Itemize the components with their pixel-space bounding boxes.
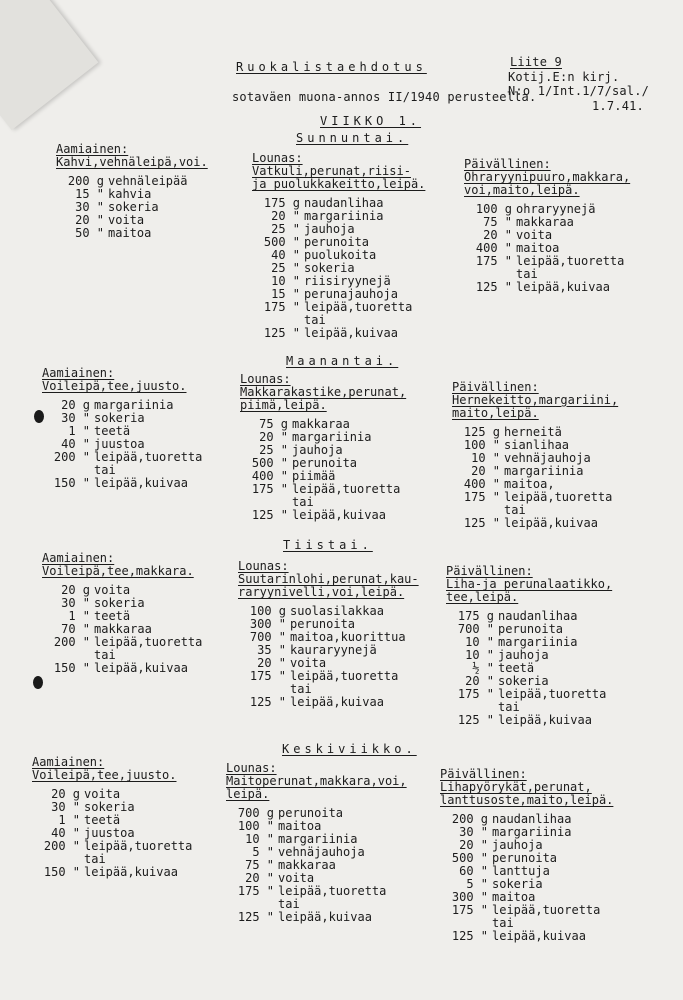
ingredient-amount: 25 " — [271, 222, 300, 236]
document-title: Ruokalistaehdotus — [236, 60, 427, 74]
ingredient-row — [226, 911, 407, 924]
ingredient-amount: 40 " — [51, 826, 80, 840]
ingredient-amount: 125 " — [249, 695, 286, 709]
ingredient-name: jauhoja — [492, 838, 543, 852]
meal-monday-lounas — [240, 373, 406, 522]
ingredient-name: jauhoja — [292, 443, 343, 457]
ingredient-name: makkaraa — [278, 858, 336, 872]
ingredient-amount: 70 " — [61, 622, 90, 636]
ingredient-amount: 300 " — [451, 890, 488, 904]
ingredient-amount: 175 g — [263, 196, 300, 210]
meal-heading: Lounas: — [252, 151, 303, 165]
meal-heading: Lounas: — [240, 372, 291, 386]
meal-tuesday-paivallinen — [446, 565, 612, 727]
ingredient-name: tai — [292, 495, 314, 509]
meal-dish-line: piimä,leipä. — [240, 398, 327, 412]
ingredient-name: vehnäjauhoja — [278, 845, 365, 859]
ingredient-name: makkaraa — [292, 417, 350, 431]
ingredient-name: teetä — [94, 609, 131, 623]
ingredient-amount: 30 " — [51, 800, 80, 814]
ingredient-name: leipää,tuoretta — [498, 687, 607, 701]
ingredient-name: sokeria — [498, 674, 549, 688]
ingredient-amount: 200 " — [53, 635, 90, 649]
ingredient-amount: 75 " — [245, 858, 274, 872]
ingredient-name: tai — [94, 648, 116, 662]
ingredient-name: makkaraa — [94, 622, 152, 636]
ingredient-amount: 20 " — [245, 871, 274, 885]
ingredient-amount: 20 " — [257, 656, 286, 670]
ingredient-name: kahvia — [108, 187, 152, 201]
meal-dish-line: Voileipä,tee,juusto. — [42, 379, 187, 393]
ingredient-amount: 20 g — [51, 787, 80, 801]
ingredient-name: jauhoja — [304, 222, 355, 236]
meal-dish-line: tee,leipä. — [446, 590, 519, 604]
ingredient-name: leipää,tuoretta — [292, 482, 401, 496]
ingredient-name: naudanlihaa — [498, 609, 578, 623]
ingredient-amount: 20 " — [259, 430, 288, 444]
ingredient-name: suolasilakkaa — [290, 604, 384, 618]
ingredient-name: voita — [278, 871, 315, 885]
ingredient-name: perunoita — [290, 617, 356, 631]
meal-sunday-paivallinen — [464, 158, 630, 294]
ingredient-amount: 20 " — [471, 464, 500, 478]
meal-dish-line: Kahvi,vehnäleipä,voi. — [56, 155, 208, 169]
ingredient-row — [240, 509, 406, 522]
meal-wednesday-lounas — [226, 762, 407, 924]
ingredient-row — [440, 930, 613, 943]
ingredient-row — [252, 301, 425, 314]
ingredient-amount: 100 g — [249, 604, 286, 618]
ingredient-amount: 400 " — [463, 477, 500, 491]
ingredient-name: lanttuja — [492, 864, 550, 878]
ingredient-name: tai — [84, 852, 106, 866]
ingredient-amount: 500 " — [251, 456, 288, 470]
ref-kotij: Kotij.E:n kirj. — [508, 70, 620, 84]
ingredient-name: teetä — [94, 424, 131, 438]
day-heading-monday: Maanantai. — [286, 354, 399, 368]
day-heading-wednesday: Keskiviikko. — [282, 742, 417, 756]
ingredient-amount: 25 " — [271, 261, 300, 275]
ingredient-amount: 100 " — [237, 819, 274, 833]
ingredient-amount: 10 " — [245, 832, 274, 846]
ingredient-amount: 25 " — [259, 443, 288, 457]
ingredient-amount: 15 " — [75, 187, 104, 201]
ingredient-amount: 125 " — [451, 929, 488, 943]
ingredient-name: leipää,kuivaa — [278, 910, 372, 924]
ingredient-amount: 10 " — [471, 451, 500, 465]
meal-dish-line: Voileipä,tee,makkara. — [42, 564, 194, 578]
ingredient-name: margariinia — [504, 464, 584, 478]
ingredient-row — [42, 477, 202, 490]
ingredient-name: leipää,kuivaa — [504, 516, 598, 530]
ingredient-amount: 30 " — [61, 411, 90, 425]
ingredient-amount: 100 " — [463, 438, 500, 452]
meal-dish-line: Suutarinlohi,perunat,kau- — [238, 572, 419, 586]
ingredient-name: perunoita — [498, 622, 564, 636]
ingredient-name: puolukoita — [304, 248, 377, 262]
ingredient-amount: 10 " — [465, 648, 494, 662]
ingredient-row — [238, 696, 419, 709]
ingredient-name: leipää,tuoretta — [504, 490, 613, 504]
ingredient-name: perunoita — [292, 456, 358, 470]
ingredient-name: voita — [516, 228, 553, 242]
ingredient-amount: 175 " — [463, 490, 500, 504]
meal-dish-line: Maitoperunat,makkara,voi, — [226, 774, 407, 788]
ingredient-name: teetä — [498, 661, 535, 675]
meal-dish-line: voi,maito,leipä. — [464, 183, 580, 197]
ingredient-name: maitoa — [278, 819, 322, 833]
meal-dish-line: raryynivelli,voi,leipä. — [238, 585, 405, 599]
punch-hole — [33, 676, 43, 689]
ingredient-name: margariinia — [94, 398, 174, 412]
ingredient-name: leipää,tuoretta — [278, 884, 387, 898]
ingredient-name: voita — [94, 583, 131, 597]
ingredient-amount: 125 " — [237, 910, 274, 924]
ingredient-amount: 100 g — [475, 202, 512, 216]
ingredient-amount: 200 g — [67, 174, 104, 188]
ingredient-name: leipää,kuivaa — [84, 865, 178, 879]
ingredient-amount: 20 " — [459, 838, 488, 852]
ingredient-name: leipää,kuivaa — [492, 929, 586, 943]
ingredient-name: ohraryynejä — [516, 202, 596, 216]
ingredient-amount: 5 " — [252, 845, 274, 859]
ingredient-name: naudanlihaa — [492, 812, 572, 826]
ingredient-name: tai — [290, 682, 312, 696]
ingredient-amount: 50 " — [75, 226, 104, 240]
meal-heading: Päivällinen: — [440, 767, 527, 781]
ingredient-name: tai — [492, 916, 514, 930]
ingredient-amount: 40 " — [61, 437, 90, 451]
ingredient-name: tai — [498, 700, 520, 714]
ingredient-name: leipää,tuoretta — [94, 635, 203, 649]
ingredient-amount: 30 " — [61, 596, 90, 610]
meal-heading: Lounas: — [226, 761, 277, 775]
ingredient-amount: 10 " — [465, 635, 494, 649]
ingredient-amount: 125 " — [463, 516, 500, 530]
ingredient-name: piimää — [292, 469, 336, 483]
ingredient-name: leipää,tuoretta — [290, 669, 399, 683]
ingredient-name: tai — [504, 503, 526, 517]
document-subtitle: sotaväen muona-annos II/1940 perusteella. — [232, 90, 537, 104]
ingredient-name: leipää,kuivaa — [292, 508, 386, 522]
ingredient-amount: 20 " — [75, 213, 104, 227]
ingredient-name: teetä — [84, 813, 121, 827]
ingredient-name: maitoa — [516, 241, 560, 255]
meal-heading: Lounas: — [238, 559, 289, 573]
ingredient-name: leipää,kuivaa — [290, 695, 384, 709]
week-heading: VIIKKO 1. — [320, 114, 422, 128]
day-heading-tuesday: Tiistai. — [283, 538, 373, 552]
ingredient-amount: 400 " — [475, 241, 512, 255]
ingredient-name: perunajauhoja — [304, 287, 398, 301]
meal-monday-paivallinen — [452, 381, 618, 530]
ingredient-name: juustoa — [94, 437, 145, 451]
ingredient-name: sokeria — [108, 200, 159, 214]
meal-tuesday-aamiainen — [42, 552, 202, 675]
ingredient-name: margariinia — [278, 832, 358, 846]
ingredient-amount: 200 g — [451, 812, 488, 826]
ingredient-name: makkaraa — [516, 215, 574, 229]
ingredient-name: leipää,tuoretta — [492, 903, 601, 917]
ingredient-amount: 60 " — [459, 864, 488, 878]
ingredient-name: naudanlihaa — [304, 196, 384, 210]
meal-heading: Päivällinen: — [452, 380, 539, 394]
ingredient-name: maitoa, — [504, 477, 555, 491]
ingredient-amount: 20 g — [61, 398, 90, 412]
ingredient-amount: 175 g — [457, 609, 494, 623]
ingredient-row — [452, 491, 618, 504]
ingredient-row — [446, 714, 612, 727]
ingredient-amount: 125 " — [457, 713, 494, 727]
ingredient-row — [32, 840, 192, 853]
ingredient-name: sokeria — [94, 411, 145, 425]
ingredient-name: leipää,tuoretta — [304, 300, 413, 314]
meal-dish-line: lanttusoste,maito,leipä. — [440, 793, 614, 807]
ingredient-amount: ½ " — [472, 661, 494, 675]
ingredient-name: leipää,tuoretta — [94, 450, 203, 464]
ingredient-amount: 300 " — [249, 617, 286, 631]
ingredient-amount: 30 " — [459, 825, 488, 839]
ingredient-amount: 125 " — [475, 280, 512, 294]
ingredient-amount: 700 " — [249, 630, 286, 644]
ingredient-name: sianlihaa — [504, 438, 570, 452]
ingredient-amount: 1 " — [58, 813, 80, 827]
ingredient-row — [56, 227, 208, 240]
meal-dish-line: Makkarakastike,perunat, — [240, 385, 407, 399]
meal-dish-line: ja puolukkakeitto,leipä. — [252, 177, 426, 191]
ingredient-name: leipää,kuivaa — [94, 476, 188, 490]
meal-heading: Aamiainen: — [42, 366, 115, 380]
ingredient-amount: 20 " — [483, 228, 512, 242]
ingredient-amount: 200 " — [43, 839, 80, 853]
ingredient-amount: 175 " — [457, 687, 494, 701]
ingredient-name: leipää,kuivaa — [304, 326, 398, 340]
ingredient-row — [464, 281, 630, 294]
ingredient-amount: 125 " — [251, 508, 288, 522]
ingredient-amount: 35 " — [257, 643, 286, 657]
ingredient-amount: 40 " — [271, 248, 300, 262]
meal-monday-aamiainen — [42, 367, 202, 490]
ingredient-amount: 175 " — [451, 903, 488, 917]
ingredient-amount: 200 " — [53, 450, 90, 464]
ingredient-amount: 20 g — [61, 583, 90, 597]
ingredient-name: herneitä — [504, 425, 562, 439]
meal-dish-line: Vatkuli,perunat,riisi- — [252, 164, 411, 178]
ingredient-amount: 125 g — [463, 425, 500, 439]
ingredient-name: perunoita — [304, 235, 370, 249]
ingredient-name: vehnäjauhoja — [504, 451, 591, 465]
ingredient-name: tai — [304, 313, 326, 327]
ingredient-amount: 20 " — [271, 209, 300, 223]
ingredient-name: riisiryynejä — [304, 274, 391, 288]
ingredient-name: leipää,kuivaa — [498, 713, 592, 727]
punch-hole — [34, 410, 44, 423]
ingredient-row — [464, 255, 630, 268]
ingredient-amount: 1 " — [68, 424, 90, 438]
meal-dish-line: Liha-ja perunalaatikko, — [446, 577, 613, 591]
ingredient-amount: 75 " — [483, 215, 512, 229]
ingredient-name: margariinia — [498, 635, 578, 649]
ingredient-row — [32, 866, 192, 879]
ingredient-amount: 175 " — [237, 884, 274, 898]
ref-liite: Liite 9 — [510, 55, 562, 69]
ingredient-amount: 30 " — [75, 200, 104, 214]
ingredient-name: vehnäleipää — [108, 174, 188, 188]
ingredient-name: margariinia — [304, 209, 384, 223]
ingredient-row — [440, 904, 613, 917]
ingredient-amount: 20 " — [465, 674, 494, 688]
ingredient-name: perunoita — [492, 851, 558, 865]
ingredient-amount: 5 " — [466, 877, 488, 891]
ingredient-name: sokeria — [304, 261, 355, 275]
ingredient-name: maitoa,kuorittua — [290, 630, 406, 644]
ingredient-name: sokeria — [94, 596, 145, 610]
ingredient-amount: 175 " — [251, 482, 288, 496]
ingredient-name: leipää,kuivaa — [94, 661, 188, 675]
ingredient-amount: 10 " — [271, 274, 300, 288]
meal-heading: Päivällinen: — [446, 564, 533, 578]
meal-dish-line: maito,leipä. — [452, 406, 539, 420]
day-heading-sunday: Sunnuntai. — [296, 131, 409, 145]
ingredient-amount: 175 " — [263, 300, 300, 314]
ingredient-row — [42, 636, 202, 649]
ingredient-amount: 150 " — [53, 661, 90, 675]
meal-heading: Päivällinen: — [464, 157, 551, 171]
ingredient-row — [226, 885, 407, 898]
ingredient-amount: 500 " — [263, 235, 300, 249]
ingredient-amount: 75 g — [259, 417, 288, 431]
ingredient-name: margariinia — [292, 430, 372, 444]
ingredient-amount: 150 " — [43, 865, 80, 879]
ingredient-name: sokeria — [84, 800, 135, 814]
ingredient-amount: 15 " — [271, 287, 300, 301]
ingredient-amount: 700 g — [237, 806, 274, 820]
meal-dish-line: leipä. — [226, 787, 270, 801]
ingredient-name: leipää,kuivaa — [516, 280, 610, 294]
meal-heading: Aamiainen: — [42, 551, 115, 565]
ingredient-amount: 150 " — [53, 476, 90, 490]
ingredient-row — [42, 451, 202, 464]
ingredient-name: maitoa — [492, 890, 536, 904]
ingredient-row — [446, 688, 612, 701]
meal-heading: Aamiainen: — [56, 142, 129, 156]
meal-sunday-aamiainen — [56, 143, 208, 240]
ref-date: 1.7.41. — [592, 99, 644, 113]
ingredient-name: tai — [278, 897, 300, 911]
meal-dish-line: Ohraryynipuuro,makkara, — [464, 170, 631, 184]
ingredient-name: voita — [84, 787, 121, 801]
ingredient-row — [238, 670, 419, 683]
ingredient-name: juustoa — [84, 826, 135, 840]
ingredient-row — [452, 517, 618, 530]
ingredient-name: jauhoja — [498, 648, 549, 662]
meal-dish-line: Hernekeitto,margariini, — [452, 393, 619, 407]
ingredient-row — [252, 327, 425, 340]
ingredient-amount: 400 " — [251, 469, 288, 483]
ingredient-amount: 175 " — [475, 254, 512, 268]
ingredient-amount: 175 " — [249, 669, 286, 683]
ingredient-amount: 700 " — [457, 622, 494, 636]
ingredient-name: margariinia — [492, 825, 572, 839]
ingredient-name: sokeria — [492, 877, 543, 891]
ingredient-name: leipää,tuoretta — [84, 839, 193, 853]
ingredient-row — [42, 662, 202, 675]
ingredient-name: leipää,tuoretta — [516, 254, 625, 268]
meal-heading: Aamiainen: — [32, 755, 105, 769]
ingredient-name: tai — [516, 267, 538, 281]
meal-sunday-lounas — [252, 152, 425, 340]
ingredient-amount: 1 " — [68, 609, 90, 623]
ingredient-name: kauraryynejä — [290, 643, 377, 657]
meal-dish-line: Voileipä,tee,juusto. — [32, 768, 177, 782]
meal-wednesday-aamiainen — [32, 756, 192, 879]
ingredient-amount: 125 " — [263, 326, 300, 340]
ingredient-name: maitoa — [108, 226, 152, 240]
ingredient-amount: 500 " — [451, 851, 488, 865]
meal-dish-line: Lihapyörykät,perunat, — [440, 780, 592, 794]
folded-corner — [0, 0, 98, 130]
ingredient-row — [240, 483, 406, 496]
ref-number: N:o 1/Int.1/7/sal./ — [508, 84, 650, 98]
meal-wednesday-paivallinen — [440, 768, 613, 943]
meal-tuesday-lounas — [238, 560, 419, 709]
ingredient-name: voita — [108, 213, 145, 227]
ingredient-name: perunoita — [278, 806, 344, 820]
ingredient-name: tai — [94, 463, 116, 477]
ingredient-name: voita — [290, 656, 327, 670]
